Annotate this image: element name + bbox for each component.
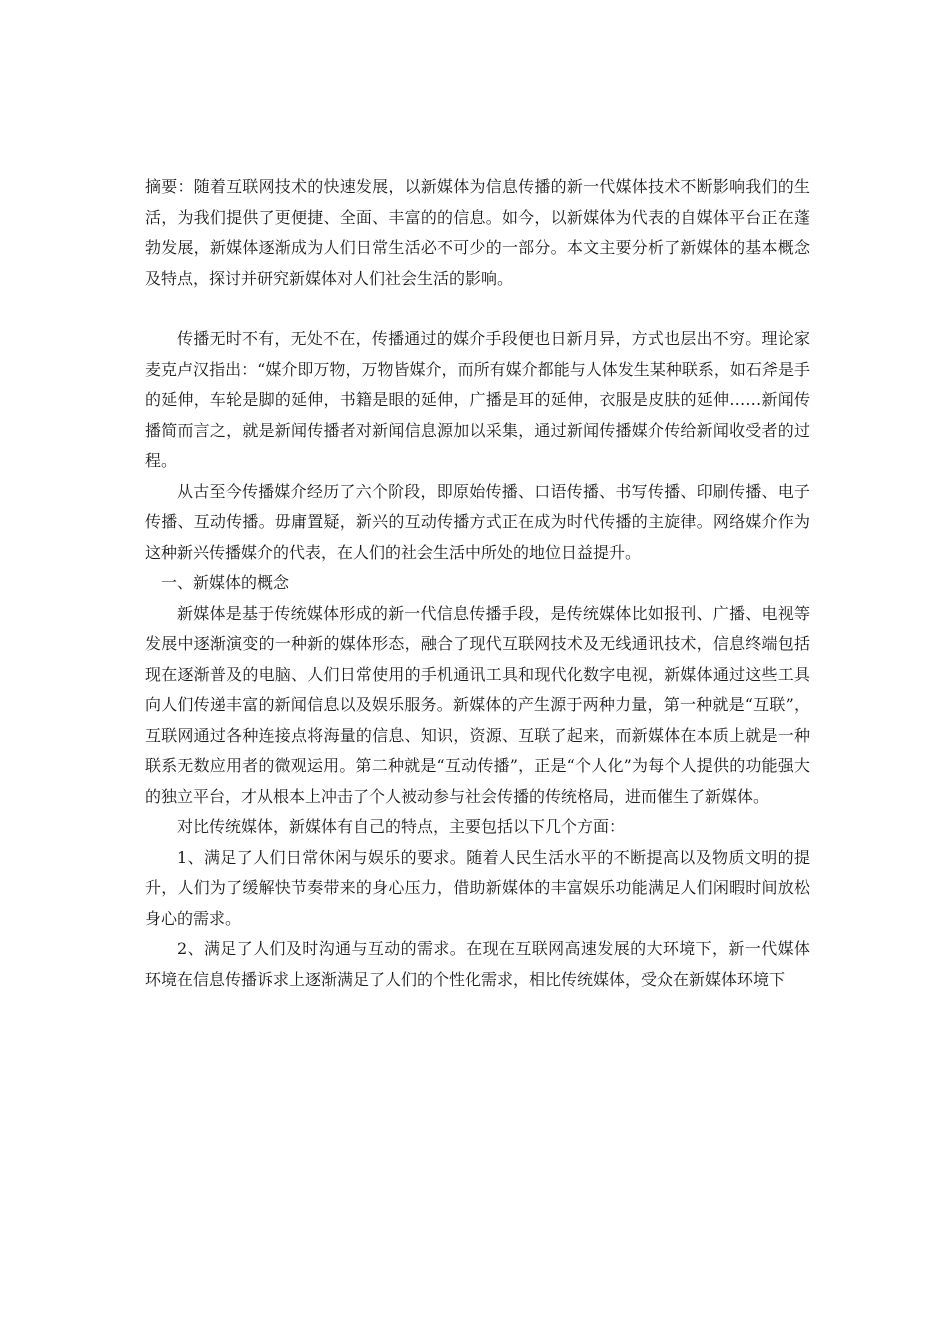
section-paragraph-4: 2、满足了人们及时沟通与互动的需求。在现在互联网高速发展的大环境下，新一代媒体环境在信息传播诉求上逐渐满足了人们的个性化需求，相比传统媒体，受众在新媒体环境下 (145, 939, 810, 989)
intro-paragraph-1: 传播无时不有，无处不在，传播通过的媒介手段便也日新月异，方式也层出不穷。理论家麦克卢汉指出：“媒介即万物，万物皆媒介，而所有媒介都能与人体发生某种联系，如石斧是手的延伸，车轮是脚的延伸，书籍是眼的延伸，广播是耳的延伸，衣服是皮肤的延伸……新闻传播简而言之，就是新闻传播者对新闻信息源加以采集，通过新闻传播媒介传给新闻收受者的过程。 (145, 329, 810, 470)
intro-paragraph-2: 从古至今传播媒介经历了六个阶段，即原始传播、口语传播、书写传播、印刷传播、电子传播、互动传播。毋庸置疑，新兴的互动传播方式正在成为时代传播的主旋律。网络媒介作为这种新兴传播媒介的代表，在人们的社会生活中所处的地位日益提升。 (145, 481, 810, 562)
document-page (145, 172, 810, 995)
section-paragraph-1: 新媒体是基于传统媒体形成的新一代信息传播手段，是传统媒体比如报刊、广播、电视等发展中逐渐演变的一种新的媒体形态，融合了现代互联网技术及无线通讯技术，信息终端包括现在逐渐普及的电脑、人们日常使用的手机通讯工具和现代化数字电视，新媒体通过这些工具向人们传递丰富的新闻信息以及娱乐服务。新媒体的产生源于两种力量，第一种就是“互联”，互联网通过各种连接点将海量的信息、知识，资源、互联了起来，而新媒体在本质上就是一种联系无数应用者的微观运用。第二种就是“互动传播”，正是“个人化”为每个人提供的功能强大的独立平台，才从根本上冲击了个人被动参与社会传播的传统格局，进而催生了新媒体。 (145, 603, 810, 806)
section-paragraph-2: 对比传统媒体，新媒体有自己的特点，主要包括以下几个方面： (177, 817, 626, 836)
section-heading: 一、新媒体的概念 (161, 573, 290, 592)
abstract-paragraph: 摘要：随着互联网技术的快速发展，以新媒体为信息传播的新一代媒体技术不断影响我们的生活，为我们提供了更便捷、全面、丰富的的信息。如今，以新媒体为代表的自媒体平台正在蓬勃发展，新媒体逐渐成为人们日常生活必不可少的一部分。本文主要分析了新媒体的基本概念及特点，探讨并研究新媒体对人们社会生活的影响。 (145, 177, 810, 288)
section-paragraph-3: 1、满足了人们日常休闲与娱乐的要求。随着人民生活水平的不断提高以及物质文明的提升，人们为了缓解快节奏带来的身心压力，借助新媒体的丰富娱乐功能满足人们闲暇时间放松身心的需求。 (145, 847, 810, 928)
